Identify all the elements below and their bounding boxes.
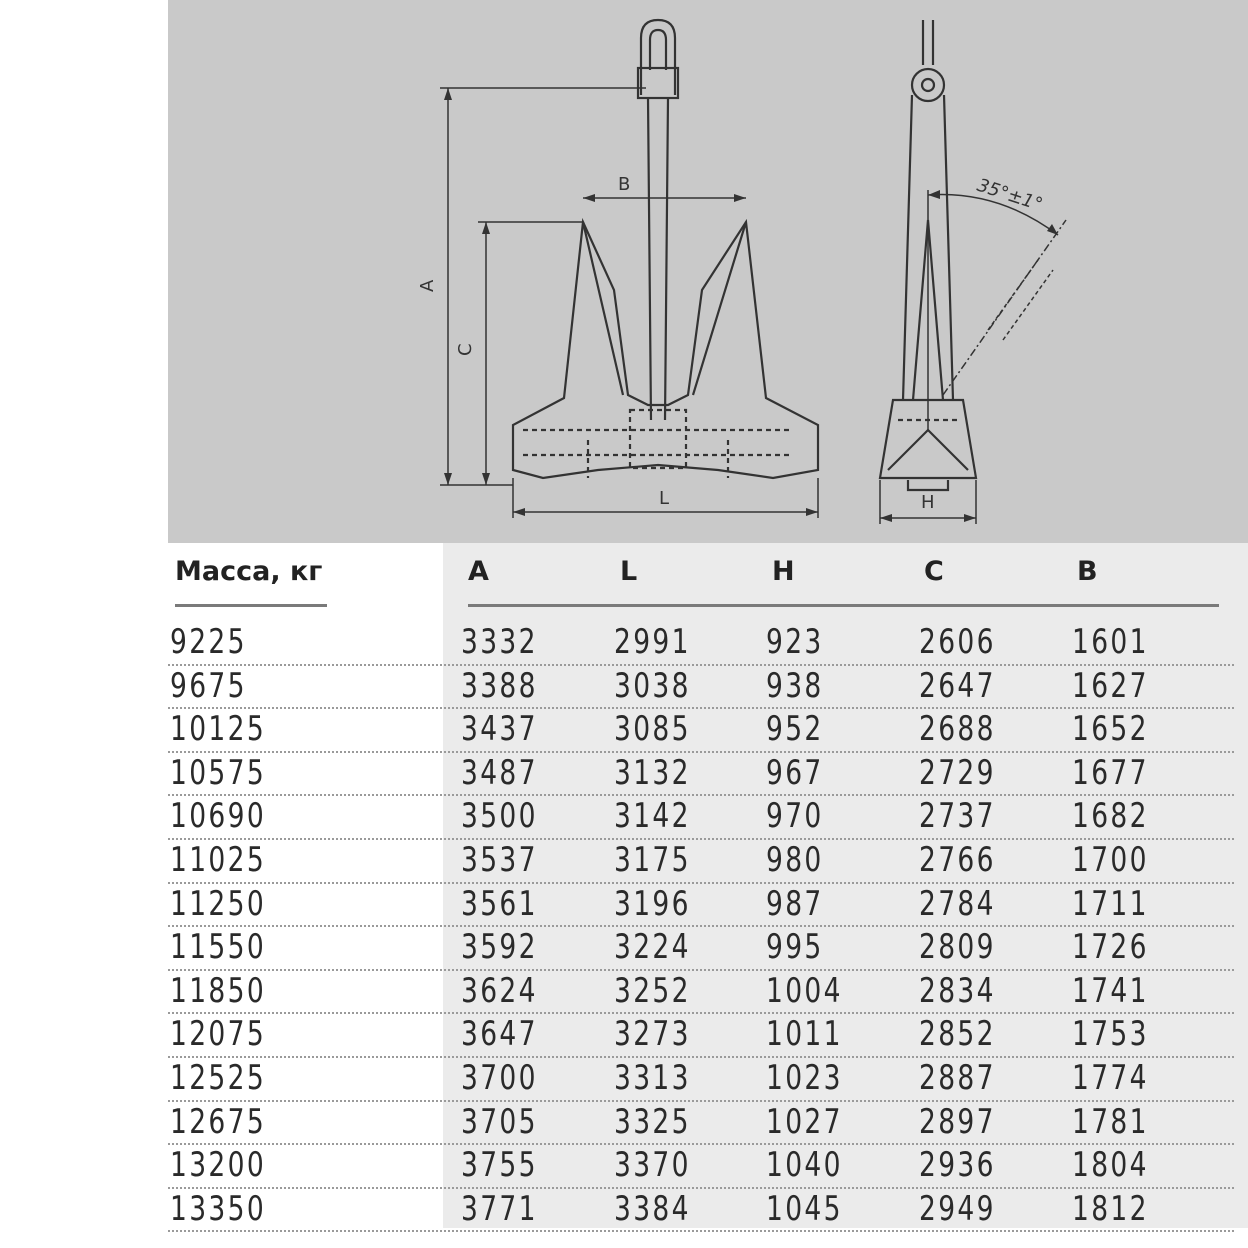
header-l: L <box>620 556 638 587</box>
cell-a: 3755 <box>461 1145 538 1186</box>
cell-l: 3224 <box>614 927 691 968</box>
anchor-drawing <box>168 0 1248 543</box>
table-row <box>168 796 1234 840</box>
table-row <box>168 1058 1234 1102</box>
cell-c: 2647 <box>919 665 996 706</box>
cell-h: 1045 <box>766 1188 843 1229</box>
cell-l: 3132 <box>614 752 691 793</box>
cell-mass: 11550 <box>170 927 267 968</box>
cell-a: 3624 <box>461 970 538 1011</box>
data-table <box>168 622 1248 1232</box>
cell-a: 3647 <box>461 1014 538 1055</box>
cell-mass: 12075 <box>170 1014 267 1055</box>
cell-l: 3085 <box>614 709 691 750</box>
cell-h: 923 <box>766 622 824 662</box>
cell-c: 2688 <box>919 709 996 750</box>
cell-b: 1677 <box>1072 752 1149 793</box>
cell-mass: 9225 <box>170 622 247 662</box>
cell-c: 2897 <box>919 1101 996 1142</box>
shackle-outline <box>641 20 675 95</box>
cell-b: 1726 <box>1072 927 1149 968</box>
cell-c: 2887 <box>919 1057 996 1098</box>
cell-b: 1627 <box>1072 665 1149 706</box>
cell-h: 938 <box>766 665 824 706</box>
cell-b: 1753 <box>1072 1014 1149 1055</box>
cell-mass: 11850 <box>170 970 267 1011</box>
cell-c: 2852 <box>919 1014 996 1055</box>
cell-mass: 10690 <box>170 796 267 837</box>
cell-l: 3196 <box>614 883 691 924</box>
cell-a: 3487 <box>461 752 538 793</box>
cell-a: 3332 <box>461 622 538 662</box>
table-row <box>168 1189 1234 1233</box>
cell-mass: 9675 <box>170 665 247 706</box>
table-row <box>168 753 1234 797</box>
dim-c <box>478 222 583 485</box>
cell-b: 1601 <box>1072 622 1149 662</box>
cell-a: 3771 <box>461 1188 538 1229</box>
cell-h: 952 <box>766 709 824 750</box>
cell-h: 987 <box>766 883 824 924</box>
cell-l: 3038 <box>614 665 691 706</box>
cell-b: 1652 <box>1072 709 1149 750</box>
cell-b: 1812 <box>1072 1188 1149 1229</box>
table-row <box>168 666 1234 710</box>
cell-mass: 12525 <box>170 1057 267 1098</box>
cell-l: 3370 <box>614 1145 691 1186</box>
anchor-technical-drawing <box>168 0 1248 543</box>
table-row <box>168 884 1234 928</box>
cell-a: 3537 <box>461 839 538 880</box>
label-a: A <box>417 279 438 292</box>
label-c: C <box>455 343 476 356</box>
cell-l: 3384 <box>614 1188 691 1229</box>
cell-b: 1781 <box>1072 1101 1149 1142</box>
table-row <box>168 709 1234 753</box>
cell-a: 3561 <box>461 883 538 924</box>
cell-c: 2936 <box>919 1145 996 1186</box>
cell-a: 3437 <box>461 709 538 750</box>
table-row <box>168 1102 1234 1146</box>
header-mass: Масса, кг <box>175 556 323 587</box>
cell-c: 2737 <box>919 796 996 837</box>
header-a: A <box>468 556 489 587</box>
cell-b: 1682 <box>1072 796 1149 837</box>
cell-l: 3175 <box>614 839 691 880</box>
cell-b: 1774 <box>1072 1057 1149 1098</box>
cell-h: 970 <box>766 796 824 837</box>
cell-l: 3142 <box>614 796 691 837</box>
cell-mass: 11250 <box>170 883 267 924</box>
table-row <box>168 840 1234 884</box>
header-c: C <box>924 556 944 587</box>
cell-c: 2729 <box>919 752 996 793</box>
table-row <box>168 971 1234 1015</box>
cell-mass: 10575 <box>170 752 267 793</box>
cell-h: 1004 <box>766 970 843 1011</box>
dim-a <box>440 88 646 485</box>
cell-l: 3273 <box>614 1014 691 1055</box>
cell-c: 2809 <box>919 927 996 968</box>
cell-b: 1700 <box>1072 839 1149 880</box>
cell-mass: 10125 <box>170 709 267 750</box>
cell-h: 995 <box>766 927 824 968</box>
cell-a: 3700 <box>461 1057 538 1098</box>
label-b: B <box>618 174 631 195</box>
cell-l: 3313 <box>614 1057 691 1098</box>
header-rule-left <box>175 604 327 607</box>
table-row <box>168 1014 1234 1058</box>
label-h: H <box>921 492 935 513</box>
label-l: L <box>659 488 670 509</box>
table-row <box>168 622 1234 666</box>
header-h: H <box>772 556 795 587</box>
label-angle: 35°±1° <box>974 174 1046 216</box>
header-rule-right <box>468 604 1219 607</box>
table-row <box>168 927 1234 971</box>
cell-mass: 13200 <box>170 1145 267 1186</box>
cell-c: 2766 <box>919 839 996 880</box>
cell-a: 3705 <box>461 1101 538 1142</box>
cell-c: 2784 <box>919 883 996 924</box>
cell-b: 1741 <box>1072 970 1149 1011</box>
cell-l: 3252 <box>614 970 691 1011</box>
cell-h: 1040 <box>766 1145 843 1186</box>
cell-l: 3325 <box>614 1101 691 1142</box>
cell-a: 3500 <box>461 796 538 837</box>
cell-h: 967 <box>766 752 824 793</box>
cell-a: 3592 <box>461 927 538 968</box>
cell-mass: 13350 <box>170 1188 267 1229</box>
side-shackle <box>923 20 933 65</box>
cell-mass: 12675 <box>170 1101 267 1142</box>
cell-b: 1711 <box>1072 883 1149 924</box>
cell-l: 2991 <box>614 622 691 662</box>
cell-b: 1804 <box>1072 1145 1149 1186</box>
cell-h: 980 <box>766 839 824 880</box>
cell-h: 1027 <box>766 1101 843 1142</box>
header-b: B <box>1077 556 1098 587</box>
cell-c: 2834 <box>919 970 996 1011</box>
table-row <box>168 1145 1234 1189</box>
cell-h: 1011 <box>766 1014 843 1055</box>
cell-c: 2606 <box>919 622 996 662</box>
cell-a: 3388 <box>461 665 538 706</box>
cell-h: 1023 <box>766 1057 843 1098</box>
cell-mass: 11025 <box>170 839 267 880</box>
cell-c: 2949 <box>919 1188 996 1229</box>
